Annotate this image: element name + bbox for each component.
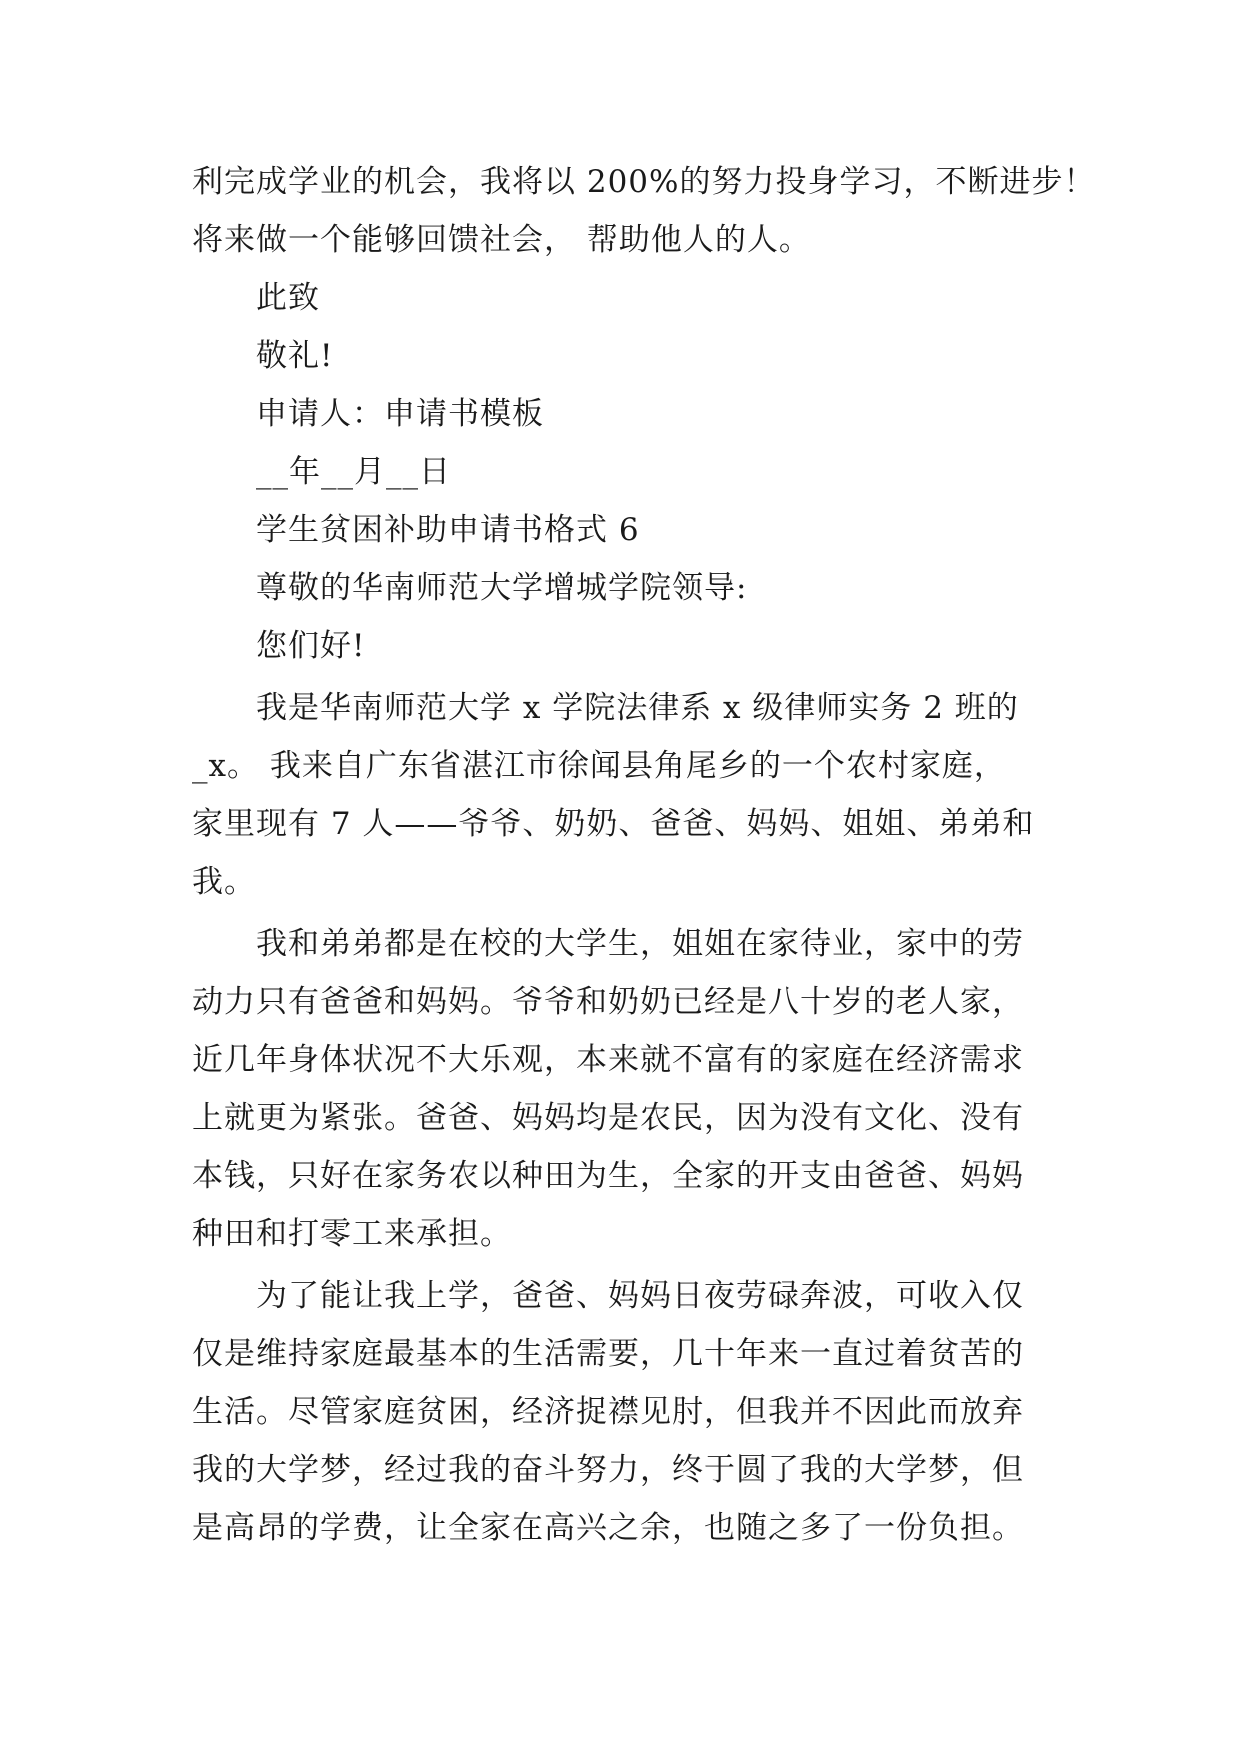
paragraph-line: 仅是维持家庭最基本的生活需要，几十年来一直过着贫苦的: [192, 1336, 1024, 1372]
paragraph-line: 我的大学梦，经过我的奋斗努力，终于圆了我的大学梦，但: [192, 1452, 1024, 1488]
paragraph-line: 近几年身体状况不大乐观，本来就不富有的家庭在经济需求: [192, 1042, 1024, 1078]
paragraph-line: 我是华南师范大学 x 学院法律系 x 级律师实务 2 班的: [256, 690, 1019, 726]
section-title: 学生贫困补助申请书格式 6: [256, 512, 640, 548]
paragraph-line: 生活。尽管家庭贫困，经济捉襟见肘，但我并不因此而放弃: [192, 1394, 1024, 1430]
text-line: 将来做一个能够回馈社会， 帮助他人的人。: [192, 222, 811, 258]
closing-salute: 敬礼!: [256, 338, 334, 374]
paragraph-line: 上就更为紧张。爸爸、妈妈均是农民，因为没有文化、没有: [192, 1100, 1024, 1136]
greeting: 您们好!: [256, 628, 366, 664]
paragraph-line: 我。: [192, 864, 256, 900]
paragraph-line: 为了能让我上学，爸爸、妈妈日夜劳碌奔波，可收入仅: [256, 1278, 1024, 1314]
paragraph-line: 家里现有 7 人——爷爷、奶奶、爸爸、妈妈、姐姐、弟弟和: [192, 806, 1035, 842]
paragraph-line: 我和弟弟都是在校的大学生，姐姐在家待业，家中的劳: [256, 926, 1024, 962]
salutation: 尊敬的华南师范大学增城学院领导:: [256, 570, 748, 606]
document-body: [192, 153, 1096, 1557]
paragraph-line: 本钱，只好在家务农以种田为生，全家的开支由爸爸、妈妈: [192, 1158, 1024, 1194]
applicant-signature: 申请人：申请书模板: [256, 396, 544, 432]
paragraph-line: 种田和打零工来承担。: [192, 1216, 512, 1252]
date-line: __年__月__日: [256, 454, 451, 490]
text-line: 利完成学业的机会，我将以 200%的努力投身学习，不断进步！: [192, 164, 1096, 200]
paragraph-line: _x。 我来自广东省湛江市徐闻县角尾乡的一个农村家庭，: [192, 748, 1006, 784]
paragraph-line: 是高昂的学费，让全家在高兴之余，也随之多了一份负担。: [192, 1510, 1024, 1546]
closing-phrase: 此致: [256, 280, 320, 316]
paragraph-line: 动力只有爸爸和妈妈。爷爷和奶奶已经是八十岁的老人家，: [192, 984, 1024, 1020]
